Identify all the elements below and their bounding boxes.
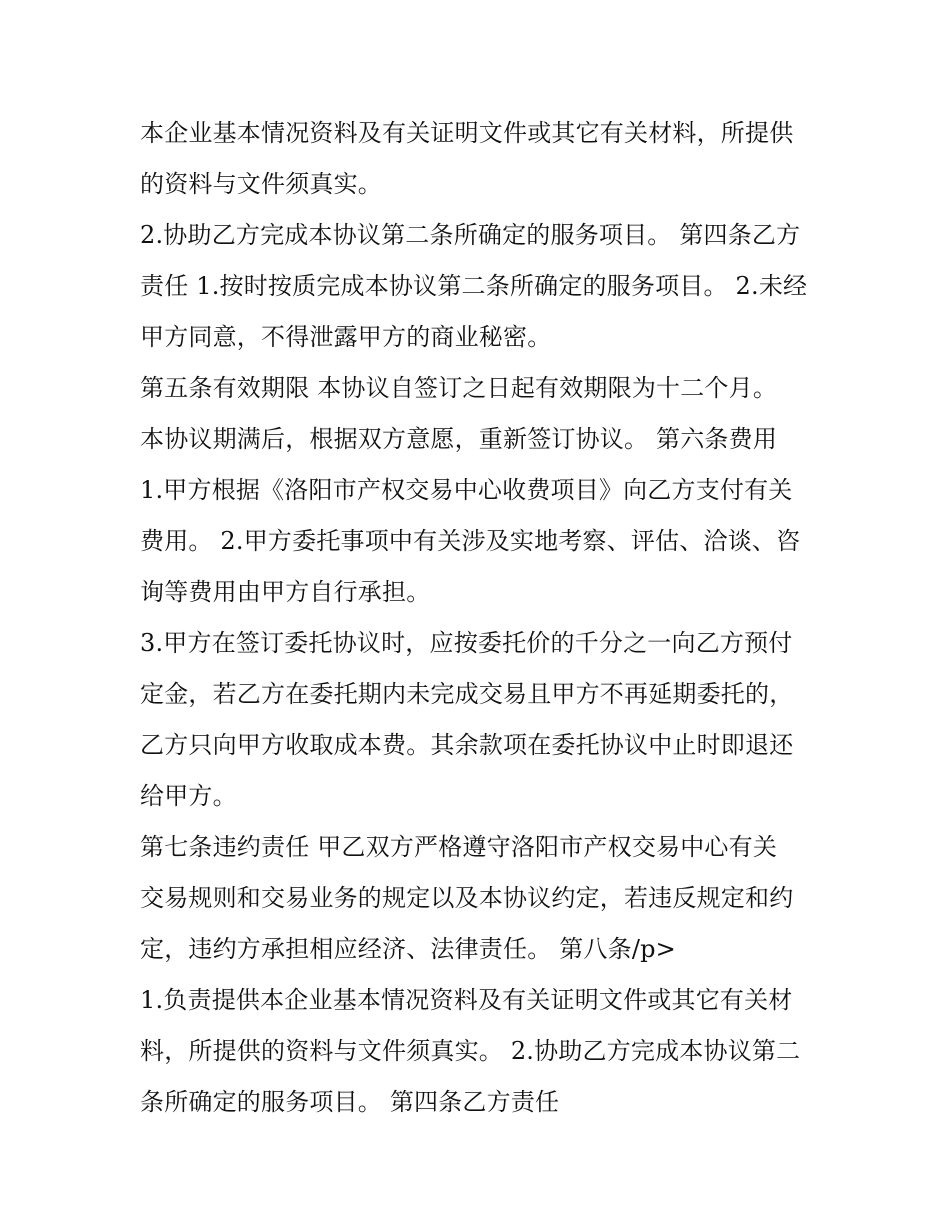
document-body bbox=[140, 108, 820, 1128]
text-line: 询等费用由甲方自行承担。 bbox=[140, 578, 431, 606]
text-line: 第七条违约责任 甲乙双方严格遵守洛阳市产权交易中心有关 bbox=[140, 833, 778, 861]
text-line: 2.协助乙方完成本协议第二条所确定的服务项目。 第四条乙方 bbox=[140, 221, 801, 249]
text-line: 交易规则和交易业务的规定以及本协议约定，若违反规定和约 bbox=[140, 884, 794, 912]
text-line: 定，违约方承担相应经济、法律责任。 第八条/p> bbox=[140, 935, 676, 963]
text-line: 本协议期满后，根据双方意愿，重新签订协议。 第六条费用 bbox=[140, 425, 778, 453]
text-line: 甲方同意，不得泄露甲方的商业秘密。 bbox=[140, 323, 552, 351]
text-line: 的资料与文件须真实。 bbox=[140, 170, 382, 198]
text-line: 费用。 2.甲方委托事项中有关涉及实地考察、评估、洽谈、咨 bbox=[140, 527, 801, 555]
text-line: 1.甲方根据《洛阳市产权交易中心收费项目》向乙方支付有关 bbox=[140, 476, 793, 504]
text-line: 3.甲方在签订委托协议时，应按委托价的千分之一向乙方预付 bbox=[140, 629, 793, 657]
text-line: 给甲方。 bbox=[140, 782, 237, 810]
text-line: 定金，若乙方在委托期内未完成交易且甲方不再延期委托的， bbox=[140, 680, 794, 708]
text-line: 条所确定的服务项目。 第四条乙方责任 bbox=[140, 1088, 560, 1116]
text-line: 料，所提供的资料与文件须真实。 2.协助乙方完成本协议第二 bbox=[140, 1037, 801, 1065]
text-line: 第五条有效期限 本协议自签订之日起有效期限为十二个月。 bbox=[140, 374, 778, 402]
text-line: 本企业基本情况资料及有关证明文件或其它有关材料，所提供 bbox=[140, 119, 794, 147]
text-line: 责任 1.按时按质完成本协议第二条所确定的服务项目。 2.未经 bbox=[140, 272, 808, 300]
text-line: 乙方只向甲方收取成本费。其余款项在委托协议中止时即退还 bbox=[140, 731, 794, 759]
text-line: 1.负责提供本企业基本情况资料及有关证明文件或其它有关材 bbox=[140, 986, 793, 1014]
